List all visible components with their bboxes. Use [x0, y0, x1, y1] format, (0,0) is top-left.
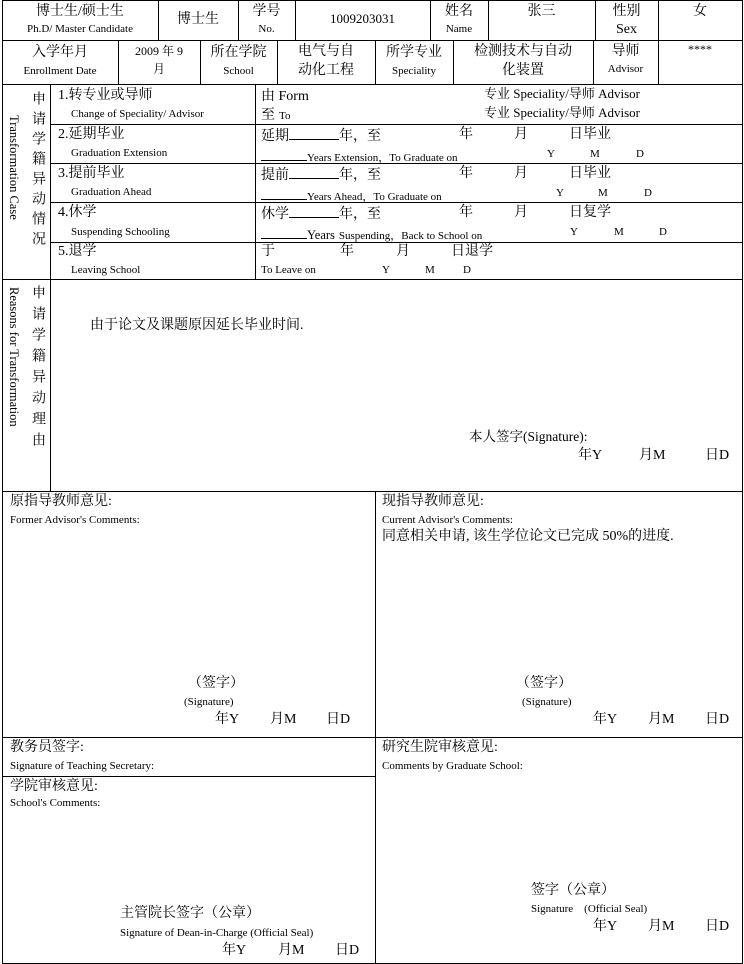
case-2-year-label: 年	[459, 127, 473, 142]
case-1-to-right: 专业 Speciality/导师 Advisor	[484, 105, 640, 120]
current-date-y: 年Y	[593, 712, 618, 727]
current-advisor-sign-cn: （签字）	[516, 676, 572, 691]
years-blank[interactable]	[261, 226, 307, 239]
speciality-label-cn: 所学专业	[386, 45, 442, 60]
years-blank[interactable]	[289, 166, 339, 179]
graduate-school-sign-en: Signature (Official Seal)	[531, 903, 648, 915]
current-advisor-comment: 同意相关申请, 该生学位论文已完成 50%的进度.	[382, 529, 674, 544]
case-3-day-label: 日毕业	[569, 166, 611, 181]
reasons-side-label-cn: 申请学籍异动理由	[30, 285, 45, 453]
case-1-title-cn: 1.转专业或导师	[58, 88, 153, 103]
school-date-m: 月M	[278, 943, 305, 958]
school-value-line2: 动化工程	[298, 63, 354, 78]
case-2-line-a: 延期 年，至	[261, 129, 381, 144]
school-date-d: 日D	[335, 943, 360, 958]
case-2-m: M	[590, 148, 600, 160]
degree-label-cn: 博士生/硕士生	[36, 4, 124, 19]
graduate-school-sign-cn: 签字（公章）	[531, 883, 615, 898]
case-4-month-label: 月	[514, 205, 528, 220]
current-advisor-title-en: Current Advisor's Comments:	[382, 514, 513, 526]
case-4-y: Y	[570, 226, 578, 238]
speciality-value-line2: 化装置	[502, 63, 544, 78]
enroll-label-en: Enrollment Date	[23, 65, 97, 77]
case-5-year-label: 年	[340, 244, 354, 259]
case-3-m: M	[598, 187, 608, 199]
years-blank[interactable]	[261, 148, 307, 161]
case-1-title-en: Change of Speciality/ Advisor	[71, 108, 204, 120]
reasons-side-label-en: Reasons for Transformation	[7, 287, 21, 427]
former-advisor-sign-en: (Signature)	[184, 696, 234, 708]
case-3-d: D	[644, 187, 652, 199]
years-blank[interactable]	[261, 187, 307, 200]
former-date-y: 年Y	[215, 712, 240, 727]
case-2-day-label: 日毕业	[569, 127, 611, 142]
school-date-y: 年Y	[222, 943, 247, 958]
case-4-day-label: 日复学	[569, 205, 611, 220]
former-advisor-title-cn: 原指导教师意见:	[10, 494, 112, 509]
school-review-title-en: School's Comments:	[10, 797, 101, 809]
former-date-d: 日D	[326, 712, 351, 727]
case-1-to: 至 To	[261, 108, 291, 123]
former-date-m: 月M	[270, 712, 297, 727]
case-5-leave-en: To Leave on	[261, 264, 316, 276]
dean-sign-en: Signature of Dean-in-Charge (Official Seal)	[120, 927, 314, 939]
case-3-line-a: 提前 年，至	[261, 168, 381, 183]
current-date-m: 月M	[648, 712, 675, 727]
case-3-title-cn: 3.提前毕业	[58, 166, 125, 181]
reasons-date-m: 月M	[639, 448, 666, 463]
case-2-d: D	[636, 148, 644, 160]
reasons-signature-label: 本人签字(Signature):	[469, 429, 588, 444]
case-4-title-cn: 4.休学	[58, 205, 97, 220]
case-1-from-right: 专业 Speciality/导师 Advisor	[484, 86, 640, 101]
case-4-d: D	[659, 226, 667, 238]
secretary-title-cn: 教务员签字:	[10, 740, 84, 755]
enroll-label-cn: 入学年月	[32, 45, 88, 60]
case-5-day-label: 日退学	[451, 244, 493, 259]
sex-value: 女	[693, 4, 707, 19]
case-4-title-en: Suspending Schooling	[71, 226, 170, 238]
case-5-title-en: Leaving School	[71, 264, 141, 276]
reasons-text: 由于论文及课题原因延长毕业时间.	[90, 318, 304, 333]
case-3-line-b: Years Ahead，To Graduate on	[261, 187, 442, 204]
case-3-month-label: 月	[514, 166, 528, 181]
sex-label-cn: 性别	[612, 4, 641, 19]
degree-value: 博士生	[177, 12, 219, 27]
secretary-title-en: Signature of Teaching Secretary:	[10, 760, 155, 772]
graduate-date-d: 日D	[705, 919, 730, 934]
case-side-label-cn: 申请学籍异动情况	[30, 91, 45, 251]
reasons-date-y: 年Y	[578, 448, 603, 463]
advisor-label-en: Advisor	[607, 63, 644, 75]
student-no-label-cn: 学号	[252, 4, 281, 19]
case-2-month-label: 月	[514, 127, 528, 142]
school-review-title-cn: 学院审核意见:	[10, 779, 98, 794]
case-5-month-label: 月	[396, 244, 410, 259]
enroll-value-line1: 2009 年 9	[134, 44, 183, 58]
case-5-m: M	[425, 264, 435, 276]
sex-label-en: Sex	[616, 22, 637, 37]
advisor-label-cn: 导师	[611, 44, 640, 59]
case-2-y: Y	[547, 148, 555, 160]
name-label-cn: 姓名	[445, 4, 473, 19]
school-value-line1: 电气与自	[298, 44, 354, 59]
case-5-title-cn: 5.退学	[58, 244, 97, 259]
case-3-year-label: 年	[459, 166, 473, 181]
current-advisor-sign-en: (Signature)	[522, 696, 572, 708]
graduate-school-title-cn: 研究生院审核意见:	[382, 740, 498, 755]
case-4-line-a: 休学 年，至	[261, 207, 381, 222]
name-label-en: Name	[445, 23, 473, 35]
years-blank[interactable]	[289, 205, 339, 218]
student-no-value: 1009203031	[330, 11, 395, 26]
former-advisor-sign-cn: （签字）	[188, 676, 244, 691]
case-1-from: 由 Form	[261, 89, 309, 104]
speciality-value-line1: 检测技术与自动	[474, 44, 572, 59]
case-4-m: M	[614, 226, 624, 238]
former-advisor-title-en: Former Advisor's Comments:	[10, 514, 140, 526]
case-5-at-label: 于	[261, 244, 275, 259]
case-4-line-b: Years Suspending，Back to School on	[261, 226, 482, 244]
speciality-label-en: Speciality	[392, 65, 436, 77]
case-side-label-en: Transformation Case	[7, 115, 21, 220]
case-3-title-en: Graduation Ahead	[71, 186, 152, 198]
years-blank[interactable]	[289, 127, 339, 140]
advisor-value: ****	[688, 42, 712, 56]
case-3-y: Y	[556, 187, 564, 199]
dean-sign-cn: 主管院长签字（公章）	[120, 906, 260, 921]
school-label-cn: 所在学院	[210, 45, 267, 60]
case-4-year-label: 年	[459, 205, 473, 220]
case-5-y: Y	[382, 264, 390, 276]
enroll-value-line2: 月	[152, 62, 165, 76]
case-5-d: D	[463, 264, 471, 276]
current-date-d: 日D	[705, 712, 730, 727]
case-2-line-b: Years Extension，To Graduate on	[261, 148, 458, 165]
reasons-date-d: 日D	[705, 448, 730, 463]
graduate-school-title-en: Comments by Graduate School:	[382, 760, 523, 772]
student-no-label-en: No.	[258, 23, 275, 35]
case-2-title-cn: 2.延期毕业	[58, 127, 125, 142]
degree-label-en: Ph.D/ Master Candidate	[26, 23, 133, 35]
school-label-en: School	[223, 65, 254, 77]
graduate-date-y: 年Y	[593, 919, 618, 934]
name-value: 张三	[527, 4, 556, 19]
current-advisor-title-cn: 现指导教师意见:	[382, 494, 484, 509]
graduate-date-m: 月M	[648, 919, 675, 934]
case-2-title-en: Graduation Extension	[71, 147, 168, 159]
